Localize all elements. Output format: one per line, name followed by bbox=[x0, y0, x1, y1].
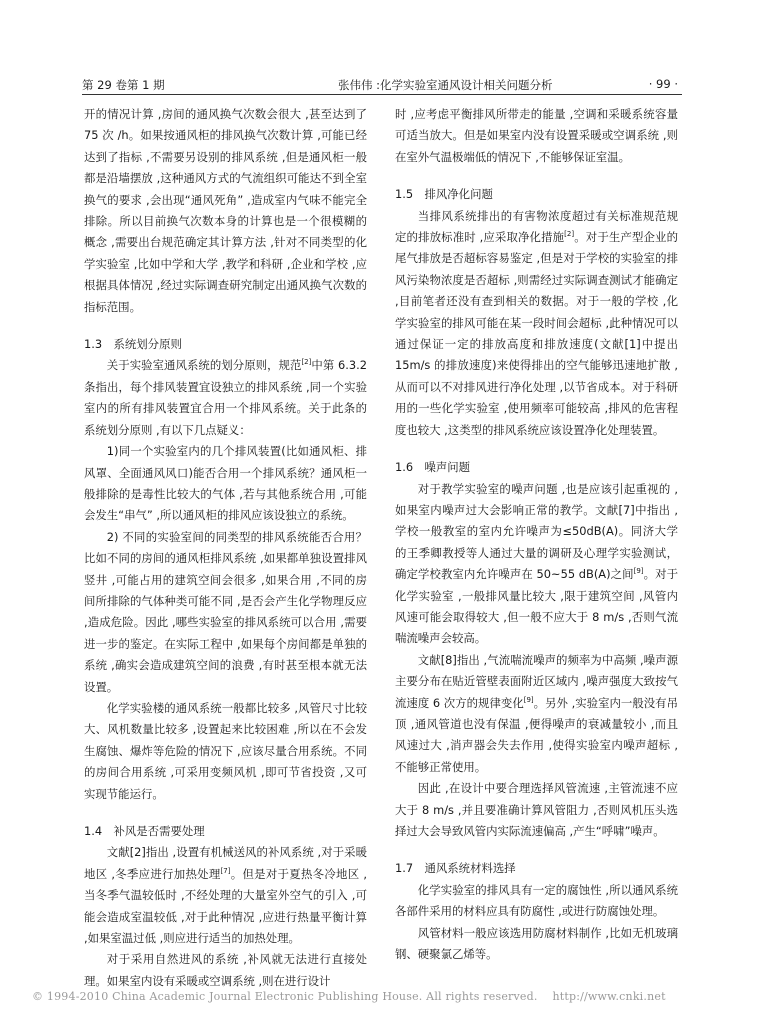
section-heading-1-3: 1.3 系统划分原则 bbox=[84, 337, 182, 352]
paragraph: 开的情况计算 ,房间的通风换气次数会很大 ,甚至达到了 75 次 /h。如果按通风柜的排风换气次数计算 ,可能已经达到了指标 ,不需要另设别的排风系统 ,但是通风柜一般都是沿墙摆放 ,这种通风方式的气流组织可能达不到全室换气的要求 ,会出现“通风死角” ,造成室内气味不能完全排除。所以目前换气次数本身的计算也是一个很模糊的概念 ,需要出台规范确定其计算方法 ,针对不同类型的化学实验室 ,比如中学和大学 ,教学和科研 ,企业和学校 ,应根据具体情况 ,经过实际调查研究制定出通风换气次数的指标范围。 bbox=[84, 107, 367, 314]
running-header bbox=[82, 74, 682, 95]
journal-volume: 第 29 卷第 1 期 bbox=[82, 78, 165, 92]
paragraph: 对于采用自然进风的系统 ,补风就无法进行直接处理。如果室内设有采暖或空调系统 ,则在进行设计 bbox=[84, 952, 367, 988]
paragraph: 化学实验室的排风具有一定的腐蚀性 ,所以通风系统各部件采用的材料应具有防腐性 ,或进行防腐蚀处理。 bbox=[395, 882, 678, 919]
article-running-title: 张伟伟 :化学实验室通风设计相关问题分析 bbox=[338, 78, 553, 92]
citation-ref: [2] bbox=[564, 230, 575, 239]
page-number: · 99 · bbox=[648, 77, 678, 91]
paragraph: 关于实验室通风系统的划分原则，规范[2]中第 6.3.2 条指出，每个排风装置宜设独立的排风系统 ,同一个实验室内的所有排风装置宜合用一个排风系统。关于此条的系统划分原则 ,有以下几点疑义： bbox=[84, 358, 367, 437]
citation-ref: [9] bbox=[633, 567, 644, 576]
paragraph: 因此 ,在设计中要合理选择风管流速 ,主管流速不应大于 8 m/s ,并且要准确计算风管阻力 ,否则风机压头选择过大会导致风管内实际流速偏高 ,产生“呼啸”噪声。 bbox=[395, 781, 678, 838]
right-column bbox=[395, 104, 678, 965]
section-heading-1-6: 1.6 噪声问题 bbox=[395, 460, 471, 475]
paragraph: 当排风系统排出的有害物浓度超过有关标准规范规定的排放标准时 ,应采取净化措施[2]。对于生产型企业的尾气排放是否超标容易鉴定 ,但是对于学校的实验室的排风污染物浓度是否超标 ,则需经过实际调查测试才能确定 ,目前笔者还没有查到相关的数据。对于一般的学校 ,化学实验室的排风可能在某一段时间会超标 ,此种情况可以通过保证一定的排放高度和排放速度(文献[1]中提出 15m/s 的排放速度)来使得排出的空气能够迅速地扩散 ,从而可以不对排风进行净化处理 ,以节省成本。对于科研用的一些化学实验室 ,使用频率可能较高 ,排风的危害程度也较大 ,这类型的排风系统应该设置净化处理装置。 bbox=[395, 208, 678, 437]
section-heading-1-7: 1.7 通风系统材料选择 bbox=[395, 861, 516, 876]
section-heading-1-4: 1.4 补风是否需要处理 bbox=[84, 824, 205, 838]
paragraph: 化学实验楼的通风系统一般都比较多 ,风管尺寸比较大、风机数量比较多 ,设置起来比较困难 ,所以在不会发生腐蚀、爆炸等危险的情况下 ,应该尽量合用系统。不同的房间合用系统 ,可采用变频风机 ,即可节省投资 ,又可实现节能运行。 bbox=[84, 700, 367, 801]
citation-ref: [7] bbox=[220, 867, 231, 876]
copyright-footer: © 1994-2010 China Academic Journal Electronic Publishing House. All rights reserved. http://www.cnki.net bbox=[32, 990, 666, 1003]
left-column bbox=[84, 104, 367, 992]
citation-ref: [9] bbox=[523, 695, 534, 704]
paragraph: 文献[8]指出 ,气流喘流噪声的频率为中高频 ,噪声源主要分布在贴近管壁表面附近区域内 ,噪声强度大致按气流速度 6 次方的规律变化[9]。另外 ,实验室内一般没有吊顶 ,通风管道也没有保温 ,便得噪声的衰减量较小 ,而且风速过大 ,消声器会失去作用 ,使得实验室内噪声超标 ,不能够正常使用。 bbox=[395, 652, 678, 774]
paragraph: 时 ,应考虑平衡排风所带走的能量 ,空调和采暖系统容量可适当放大。但是如果室内没有设置采暖或空调系统 ,则在室外气温极端低的情况下 ,不能够保证室温。 bbox=[395, 107, 678, 164]
citation-ref: [2] bbox=[301, 358, 312, 367]
paragraph: 对于教学实验室的噪声问题 ,也是应该引起重视的 ,如果室内噪声过大会影响正常的教学。文献[7]中指出 ,学校一般教室的室内允许噪声为≤50dB(A)。同济大学的王季卿教授等人通过大量的调研及心理学实验测试，确定学校教室内允许噪声在 50~55 dB(A)之间[9]。对于化学实验室 ,一般排风量比较大 ,限于建筑空间 ,风管内风速可能会取得较大 ,但一般不应大于 8 m/s ,否则气流喘流噪声会较高。 bbox=[395, 481, 678, 646]
paragraph: 2) 不同的实验室间的同类型的排风系统能否合用？比如不同的房间的通风柜排风系统 ,如果都单独设置排风竖井 ,可能占用的建筑空间会很多 ,如果合用 ,不同的房间所排除的气体种类可能不同 ,是否会产生化学物理反应 ,造成危险。因此 ,哪些实验室的排风系统可以合用 ,需要进一步的鉴定。在实际工程中 ,如果每个房间都是单独的系统 ,确实会造成建筑空间的浪费 ,有时甚至根本就无法设置。 bbox=[84, 529, 367, 694]
section-heading-1-5: 1.5 排风净化问题 bbox=[395, 187, 493, 202]
paragraph: 文献[2]指出 ,设置有机械送风的补风系统 ,对于采暖地区 ,冬季应进行加热处理[7]。但是对于夏热冬冷地区 ,当冬季气温较低时 ,不经处理的大量室外空气的引入 ,可能会造成室温较低 ,对于此种情况 ,应进行热量平衡计算 ,如果室温过低 ,则应进行适当的加热处理。 bbox=[84, 845, 367, 946]
paragraph: 1)同一个实验室内的几个排风装置(比如通风柜、排风罩、全面通风风口)能否合用一个排风系统？通风柜一般排除的是毒性比较大的气体 ,若与其他系统合用 ,可能会发生“串气” ,所以通风柜的排风应该设独立的系统。 bbox=[84, 444, 367, 523]
paragraph: 风管材料一般应该选用防腐材料制作 ,比如无机玻璃钢、硬聚氯乙烯等。 bbox=[395, 925, 678, 962]
